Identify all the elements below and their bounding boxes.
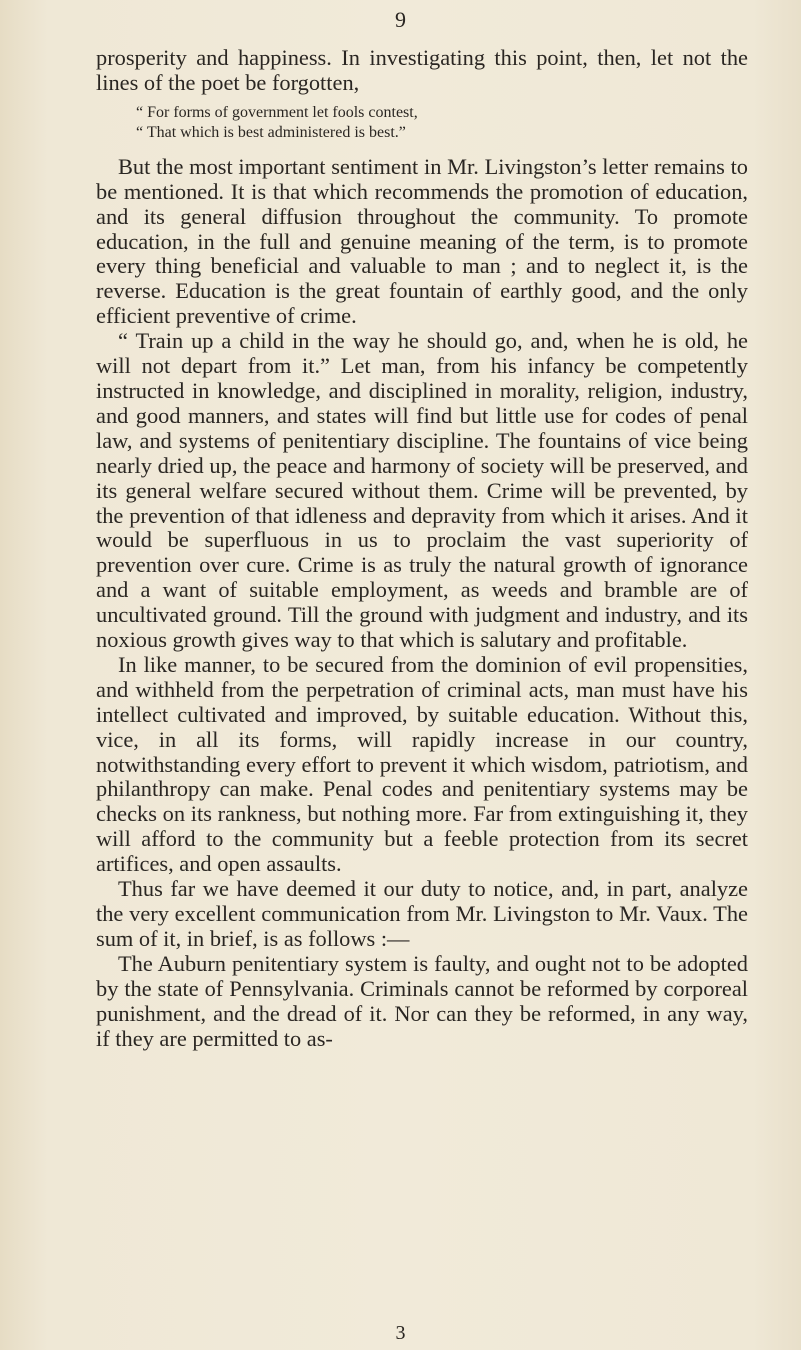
quote-line-2: “ That which is best administered is best.” <box>136 123 406 141</box>
paragraph-auburn-system: The Auburn penitentiary system is faulty, and ought not to be adopted by the state of Pennsylvania. Criminals cannot be reformed by corporeal punishment, and the dread of it. Nor can they be reformed, in any way, if they are permitted to as- <box>96 950 748 1051</box>
paragraph-education: But the most important sentiment in Mr. Livingston’s letter remains to be mentioned. It is that which recommends the promotion of education, and its general diffusion throughout the community. To promote education, in the full and genuine meaning of the term, is to promote every thing beneficial and valuable to man ; and to neglect it, is the reverse. Education is the great fountain of earthly good, and the only efficient preventive of crime. <box>96 153 748 329</box>
signature-mark: 3 <box>395 1322 406 1344</box>
intro-paragraph: prosperity and happiness. In investigating this point, then, let not the lines of the poet be forgotten, <box>96 45 748 95</box>
poem-quote <box>136 103 748 143</box>
body-text <box>96 46 748 1051</box>
paragraph-train-up-child: “ Train up a child in the way he should go, and, when he is old, he will not depart from it.” Let man, from his infancy be competently instructed in knowledge, and disciplined in morality, religion, industry, and good manners, and states will find but little use for codes of penal law, and systems of penitentiary discipline. The fountains of vice being nearly dried up, the peace and harmony of society will be preserved, and its general welfare secured without them. Crime will be prevented, by the prevention of that idleness and depravity from which it arises. And it would be superfluous in us to proclaim the vast superiority of prevention over cure. Crime is as truly the natural growth of ignorance and a want of suitable employment, as weeds and bramble are of uncultivated ground. Till the ground with judgment and industry, and its noxious growth gives way to that which is salutary and profitable. <box>96 328 748 653</box>
quote-line-1: “ For forms of government let fools contest, <box>136 103 418 121</box>
paragraph-like-manner: In like manner, to be secured from the dominion of evil propensities, and withheld from the perpetration of criminal acts, man must have his intellect cultivated and improved, by suitable education. Without this, vice, in all its forms, will rapidly increase in our country, notwithstanding every effort to prevent it which wisdom, patriotism, and philanthropy can make. Penal codes and penitentiary systems may be checks on its rankness, but nothing more. Far from extinguishing it, they will afford to the community but a feeble protection from its secret artifices, and open assaults. <box>96 651 748 877</box>
paragraph-thus-far: Thus far we have deemed it our duty to notice, and, in part, analyze the very excellent communication from Mr. Livingston to Mr. Vaux. The sum of it, in brief, is as follows :— <box>96 876 748 951</box>
page-number: 9 <box>395 7 406 32</box>
